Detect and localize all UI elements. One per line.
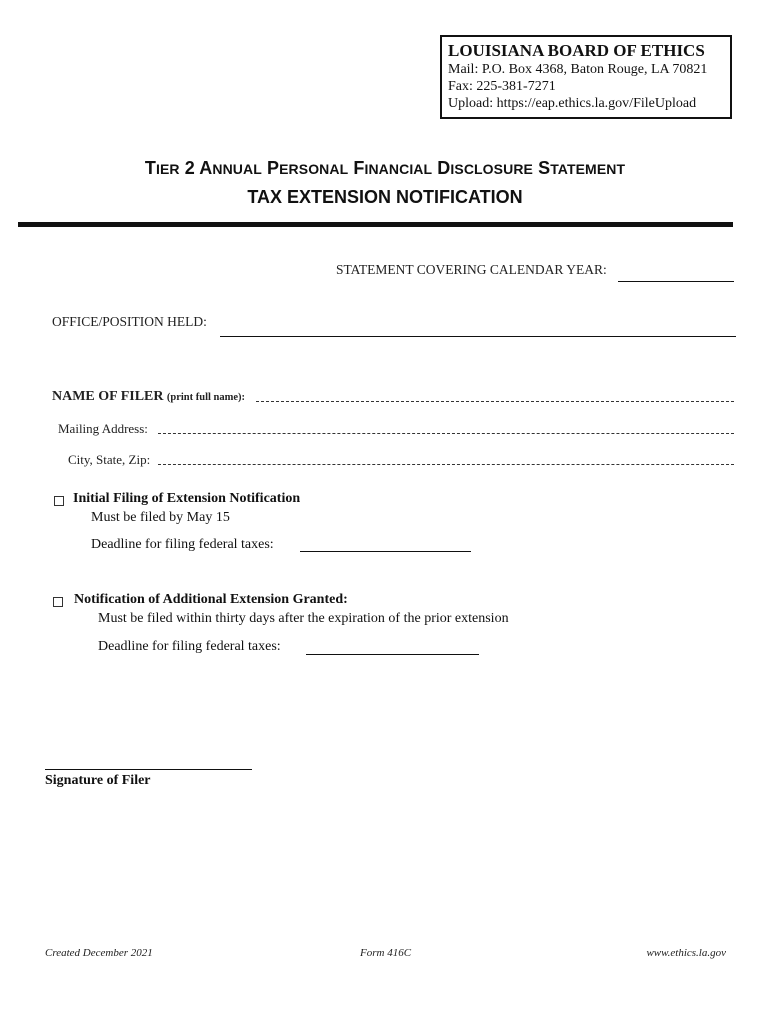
agency-address-box [440, 35, 732, 119]
footer-website: www.ethics.la.gov [646, 947, 726, 959]
initial-filing-title: Initial Filing of Extension Notification [73, 491, 301, 506]
calendar-year-label: STATEMENT COVERING CALENDAR YEAR: [336, 262, 607, 277]
footer-created-date: Created December 2021 [45, 947, 153, 959]
additional-extension-title: Notification of Additional Extension Granted: [74, 592, 348, 607]
additional-deadline-field[interactable] [306, 654, 479, 655]
initial-filing-note: Must be filed by May 15 [91, 510, 230, 525]
title-word: PERSONAL [267, 158, 349, 178]
initial-deadline-field[interactable] [300, 551, 471, 552]
agency-upload: Upload: https://eap.ethics.la.gov/FileUpload [448, 96, 697, 111]
filer-name-field[interactable] [256, 401, 734, 402]
agency-mail: Mail: P.O. Box 4368, Baton Rouge, LA 70821 [448, 62, 708, 77]
city-state-zip-field[interactable] [158, 464, 734, 465]
filer-name-label-main: NAME OF FILER [52, 389, 164, 404]
title-word: 2 [184, 158, 195, 178]
agency-fax: Fax: 225-381-7271 [448, 79, 556, 94]
office-position-field[interactable] [220, 336, 736, 337]
additional-extension-note: Must be filed within thirty days after the expiration of the prior extension [98, 611, 509, 626]
filer-name-hint: (print full name): [166, 392, 246, 403]
initial-filing-checkbox[interactable] [54, 496, 64, 506]
title-word: FINANCIAL [353, 158, 433, 178]
title-divider [18, 222, 733, 227]
agency-name: LOUISIANA BOARD OF ETHICS [448, 41, 705, 60]
title-word: ANNUAL [199, 158, 262, 178]
office-position-label: OFFICE/POSITION HELD: [52, 314, 207, 329]
signature-label: Signature of Filer [45, 773, 151, 788]
title-word: DISCLOSURE [437, 158, 533, 178]
city-state-zip-label: City, State, Zip: [68, 452, 151, 467]
additional-extension-checkbox[interactable] [53, 597, 63, 607]
initial-deadline-label: Deadline for filing federal taxes: [91, 537, 274, 552]
mailing-address-label: Mailing Address: [58, 421, 148, 436]
form-title [0, 158, 770, 179]
filer-name-label [52, 388, 245, 405]
title-word: TIER [144, 158, 180, 178]
footer-form-number: Form 416C [360, 947, 412, 959]
signature-field[interactable] [45, 769, 252, 770]
additional-deadline-label: Deadline for filing federal taxes: [98, 639, 281, 654]
form-subtitle: TAX EXTENSION NOTIFICATION [247, 187, 523, 207]
mailing-address-field[interactable] [158, 433, 734, 434]
title-word: STATEMENT [538, 158, 626, 178]
calendar-year-field[interactable] [618, 281, 734, 282]
